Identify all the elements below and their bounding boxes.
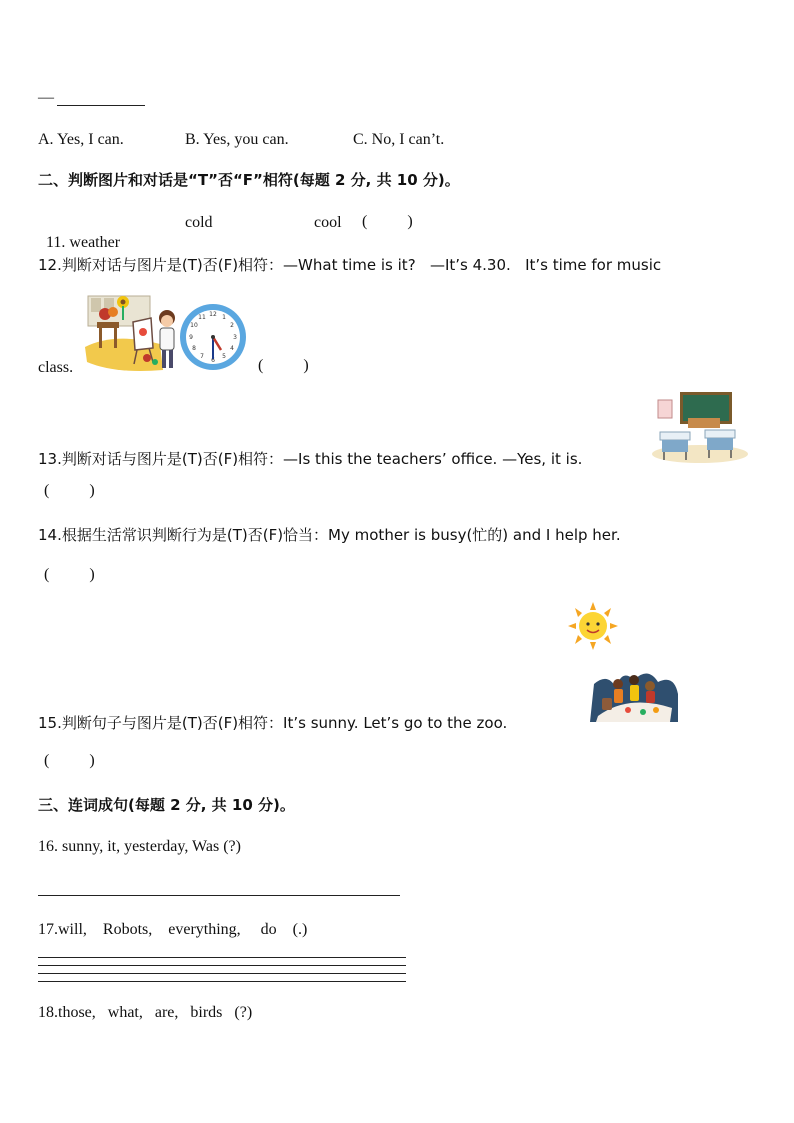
svg-text:1: 1 [222, 314, 226, 321]
question-14: 14.根据生活常识判断行为是(T)否(F)恰当：My mother is busy(忙的) and I help her. [38, 526, 621, 544]
answer-blank-line[interactable] [57, 105, 145, 106]
clock-icon [178, 302, 248, 372]
section-2-title: 二、判断图片和对话是“T”否“F”相符(每题 2 分, 共 10 分)。 [38, 171, 460, 189]
q12-continuation: class. [38, 359, 74, 376]
answer-dash: — [38, 89, 54, 106]
svg-text:7: 7 [200, 353, 204, 360]
sun-icon [566, 602, 620, 650]
question-12: 12.判断对话与图片是(T)否(F)相符：—What time is it? —It’s 4.30. It’s time for music [38, 256, 662, 274]
q11-word-cool: cool [314, 214, 342, 231]
picnic-picture [588, 664, 680, 726]
svg-text:4: 4 [230, 345, 234, 352]
q17-answer-line-4[interactable] [38, 981, 406, 982]
question-15: 15.判断句子与图片是(T)否(F)相符：It’s sunny. Let’s go to the zoo. [38, 714, 508, 732]
option-c: C. No, I can’t. [353, 131, 445, 148]
q12-answer-paren[interactable]: ( ) [258, 357, 309, 374]
q17-answer-line-2[interactable] [38, 965, 406, 966]
q14-answer-paren[interactable]: ( ) [44, 566, 95, 583]
art-class-picture [85, 292, 180, 374]
option-b: B. Yes, you can. [185, 131, 289, 148]
classroom-blackboard-icon [650, 390, 750, 464]
svg-text:5: 5 [222, 353, 226, 360]
q17-answer-line-1[interactable] [38, 957, 406, 958]
q15-answer-paren[interactable]: ( ) [44, 752, 95, 769]
q11-answer-paren[interactable]: ( ) [362, 213, 413, 230]
q13-answer-paren[interactable]: ( ) [44, 482, 95, 499]
svg-text:10: 10 [190, 322, 198, 329]
question-11: 11. weather [46, 234, 121, 251]
svg-text:9: 9 [189, 334, 193, 341]
question-18: 18.those, what, are, birds (?) [38, 1004, 253, 1021]
svg-text:12: 12 [209, 311, 217, 318]
svg-text:8: 8 [192, 345, 196, 352]
q11-word-cold: cold [185, 214, 213, 231]
question-17: 17.will, Robots, everything, do (.) [38, 921, 308, 938]
option-a: A. Yes, I can. [38, 131, 124, 148]
question-16: 16. sunny, it, yesterday, Was (?) [38, 838, 241, 855]
q16-answer-line[interactable] [38, 895, 400, 896]
q17-answer-line-3[interactable] [38, 973, 406, 974]
section-3-title: 三、连词成句(每题 2 分, 共 10 分)。 [38, 796, 295, 814]
svg-text:6: 6 [211, 357, 215, 364]
svg-text:2: 2 [230, 322, 234, 329]
question-13: 13.判断对话与图片是(T)否(F)相符：—Is this the teachers’ office. —Yes, it is. [38, 450, 583, 468]
svg-text:3: 3 [233, 334, 237, 341]
svg-text:11: 11 [198, 314, 206, 321]
